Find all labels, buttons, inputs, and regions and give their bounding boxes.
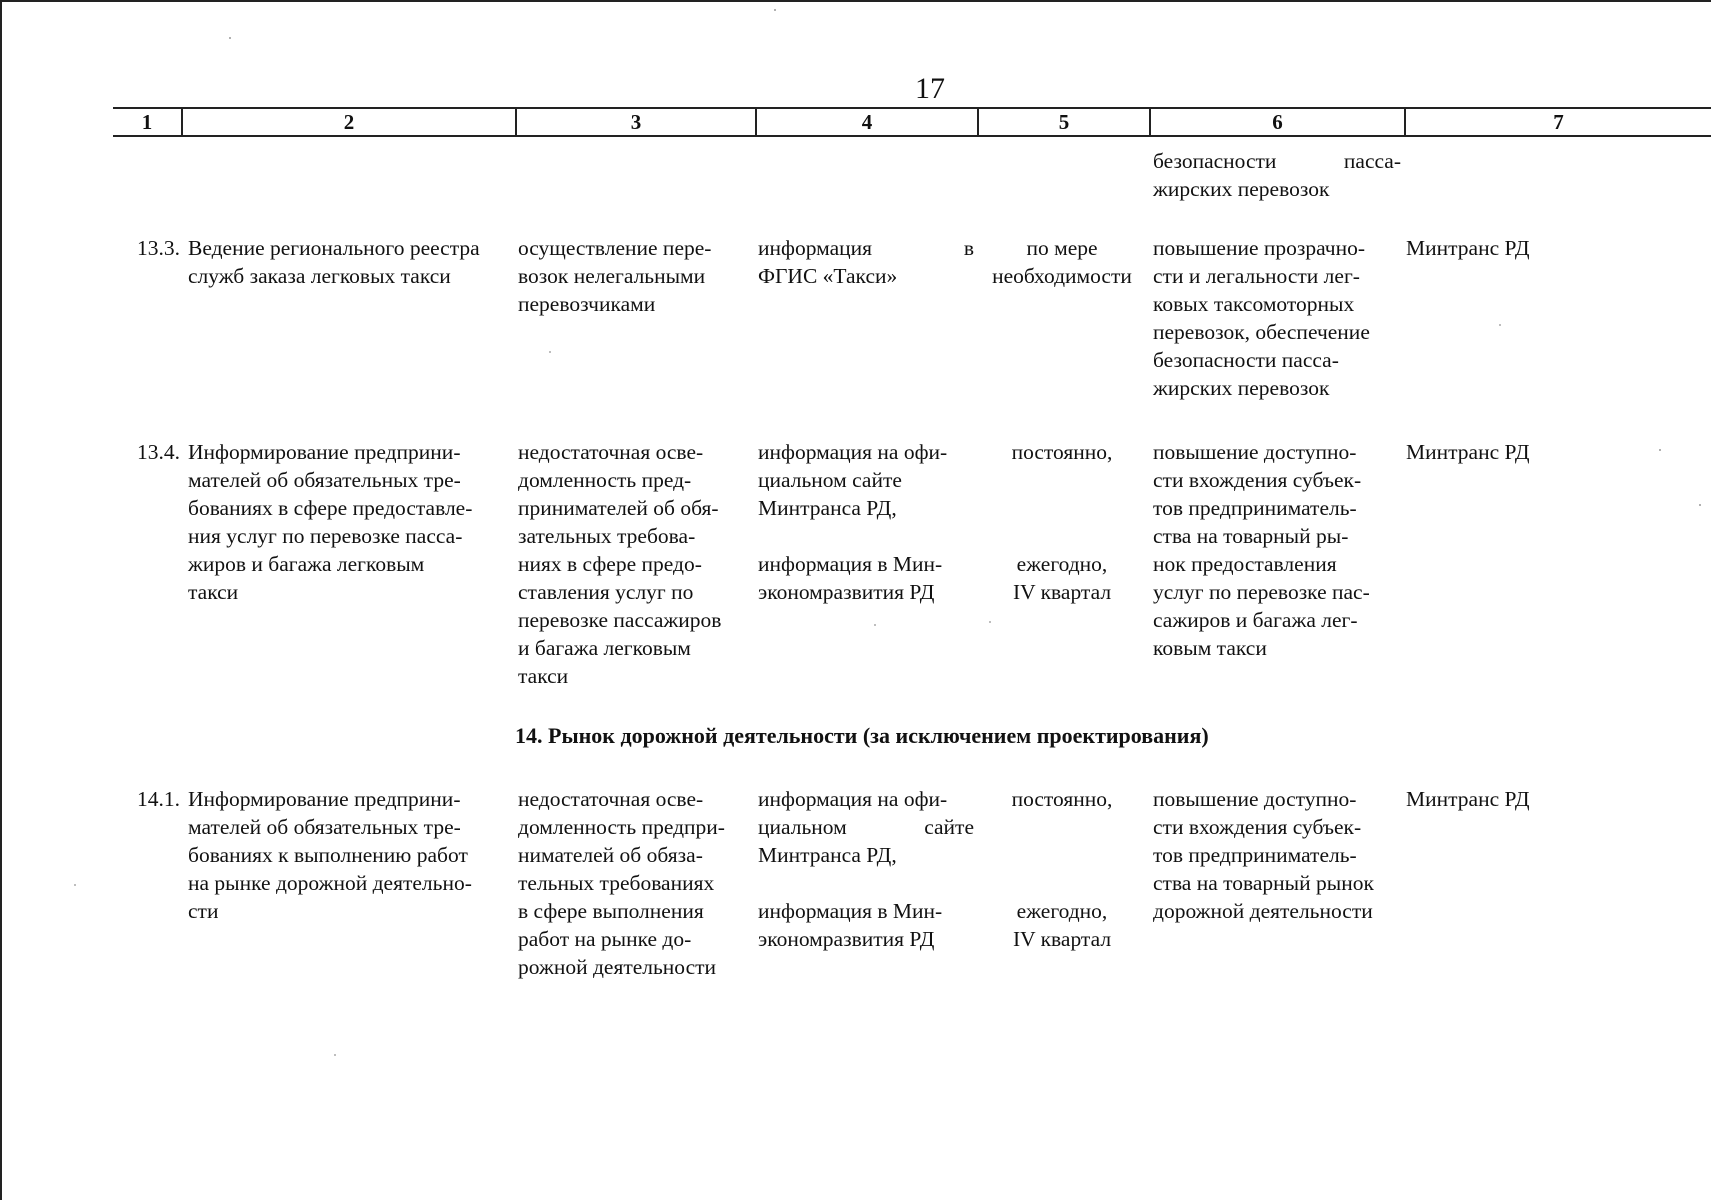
row-deadline xyxy=(978,234,1146,290)
text-line: необходимости xyxy=(992,264,1132,288)
text-line: мателей об обязательных тре- xyxy=(188,815,461,839)
text-line: информация в Мин- xyxy=(758,552,943,576)
text-line: безопасности пасса- xyxy=(1153,348,1339,372)
text-line: жирских перевозок xyxy=(1153,376,1330,400)
row-number: 13.3. xyxy=(137,236,180,260)
text-line: ковых таксомоторных xyxy=(1153,292,1355,316)
text-line: нимателей об обяза- xyxy=(518,843,703,867)
text-line: такси xyxy=(518,664,569,688)
header-col-5: 5 xyxy=(979,109,1151,135)
text-line: услуг по перевозке пас- xyxy=(1153,580,1370,604)
text-line: зательных требова- xyxy=(518,524,696,548)
header-col-4: 4 xyxy=(757,109,979,135)
text-line: ежегодно, xyxy=(1016,899,1108,923)
text-line: и багажа легковым xyxy=(518,636,691,660)
text-word: сайте xyxy=(924,815,974,839)
text-line: жиров и багажа легковым xyxy=(188,552,425,576)
text-line: сти и легальности лег- xyxy=(1153,264,1360,288)
page-number: 17 xyxy=(915,72,945,105)
row-description xyxy=(188,438,472,606)
text-line: возок нелегальными xyxy=(518,264,706,288)
text-line: ния услуг по перевозке пасса- xyxy=(188,524,463,548)
text-line: сти вхождения субъек- xyxy=(1153,815,1362,839)
row-deadline-a xyxy=(978,438,1146,466)
text-line: повышение доступно- xyxy=(1153,787,1357,811)
row-info xyxy=(758,234,974,290)
text-line: постоянно, xyxy=(1011,440,1113,464)
text-line: Информирование предприни- xyxy=(188,440,461,464)
text-line: информация на офи- xyxy=(758,787,948,811)
header-col-3: 3 xyxy=(517,109,757,135)
row-deadline-b xyxy=(978,897,1146,953)
text-line: сти xyxy=(188,899,219,923)
text-line: Информирование предприни- xyxy=(188,787,461,811)
row-info-ministry xyxy=(758,550,942,606)
text-line: домленность предпри- xyxy=(518,815,725,839)
text-line: постоянно, xyxy=(1011,787,1113,811)
text-line: информация в Мин- xyxy=(758,899,943,923)
text-line: ства на товарный ры- xyxy=(1153,524,1349,548)
text-line: экономразвития РД xyxy=(758,927,935,951)
text-line: домленность пред- xyxy=(518,468,692,492)
text-line: IV квартал xyxy=(1012,927,1112,951)
text-line: ковым такси xyxy=(1153,636,1267,660)
text-line: ставления услуг по xyxy=(518,580,694,604)
row-problem xyxy=(518,234,711,318)
header-col-2: 2 xyxy=(183,109,517,135)
section-heading: 14. Рынок дорожной деятельности (за исключением проектирования) xyxy=(515,723,1209,748)
text-line: повышение доступно- xyxy=(1153,440,1357,464)
row-number: 13.4. xyxy=(137,440,180,464)
text-line: Ведение регионального реестра xyxy=(188,236,480,260)
row-problem xyxy=(518,438,721,690)
text-word: циальном xyxy=(758,815,847,839)
text-word: в xyxy=(963,236,974,260)
text-line: тельных требованиях xyxy=(518,871,715,895)
text-line: бованиях в сфере предоставле- xyxy=(188,496,473,520)
row-responsible: Минтранс РД xyxy=(1406,787,1530,811)
text-line: рожной деятельности xyxy=(518,955,717,979)
table-header xyxy=(113,107,1711,137)
text-line: на рынке дорожной деятельно- xyxy=(188,871,472,895)
row-result xyxy=(1153,234,1370,402)
text-line: такси xyxy=(188,580,239,604)
text-line: циальном сайте xyxy=(758,468,902,492)
text-line: в сфере выполнения xyxy=(518,899,704,923)
text-line: сажиров и багажа лег- xyxy=(1153,608,1358,632)
text-line: тов предприниматель- xyxy=(1153,496,1357,520)
text-line: IV квартал xyxy=(1012,580,1112,604)
text-line: Минтранса РД, xyxy=(758,843,897,867)
text-line: повышение прозрачно- xyxy=(1153,236,1366,260)
text-line: тов предприниматель- xyxy=(1153,843,1357,867)
text-line: экономразвития РД xyxy=(758,580,935,604)
continuation-word: безопасности xyxy=(1153,149,1277,173)
row-result xyxy=(1153,438,1370,662)
row-description xyxy=(188,785,513,925)
text-line: перевозке пассажиров xyxy=(518,608,722,632)
row-number: 14.1. xyxy=(137,787,180,811)
text-line: по мере xyxy=(1026,236,1098,260)
continuation-line: жирских перевозок xyxy=(1153,177,1330,201)
text-line: принимателей об обя- xyxy=(518,496,719,520)
text-line: служб заказа легковых такси xyxy=(188,264,451,288)
text-line: ниях в сфере предо- xyxy=(518,552,702,576)
row-deadline-a xyxy=(978,785,1146,813)
row-result xyxy=(1153,785,1374,925)
text-line: перевозчиками xyxy=(518,292,656,316)
text-line: ства на товарный рынок xyxy=(1153,871,1374,895)
row-responsible: Минтранс РД xyxy=(1406,236,1530,260)
row-responsible: Минтранс РД xyxy=(1406,440,1530,464)
text-line: ежегодно, xyxy=(1016,552,1108,576)
text-line: Минтранса РД, xyxy=(758,496,897,520)
text-word: информация xyxy=(758,236,873,260)
text-line: информация на офи- xyxy=(758,440,948,464)
text-line: бованиях к выполнению работ xyxy=(188,843,468,867)
text-line: нок предоставления xyxy=(1153,552,1337,576)
continuation-word: пасса- xyxy=(1343,149,1401,173)
row-info-site xyxy=(758,438,947,522)
continuation-col6 xyxy=(1153,147,1401,203)
text-line: мателей об обязательных тре- xyxy=(188,468,461,492)
row-description xyxy=(188,234,480,290)
header-col-6: 6 xyxy=(1151,109,1406,135)
row-info-site xyxy=(758,785,974,869)
row-deadline-b xyxy=(978,550,1146,606)
header-col-7: 7 xyxy=(1553,110,1564,134)
text-line: ФГИС «Такси» xyxy=(758,264,898,288)
row-problem xyxy=(518,785,725,981)
text-line: дорожной деятельности xyxy=(1153,899,1373,923)
text-line: работ на рынке до- xyxy=(518,927,692,951)
text-line: недостаточная осве- xyxy=(518,440,704,464)
row-info-ministry xyxy=(758,897,942,953)
header-col-1: 1 xyxy=(113,109,183,135)
text-line: перевозок, обеспечение xyxy=(1153,320,1370,344)
text-line: осуществление пере- xyxy=(518,236,712,260)
text-line: недостаточная осве- xyxy=(518,787,704,811)
text-line: сти вхождения субъек- xyxy=(1153,468,1362,492)
